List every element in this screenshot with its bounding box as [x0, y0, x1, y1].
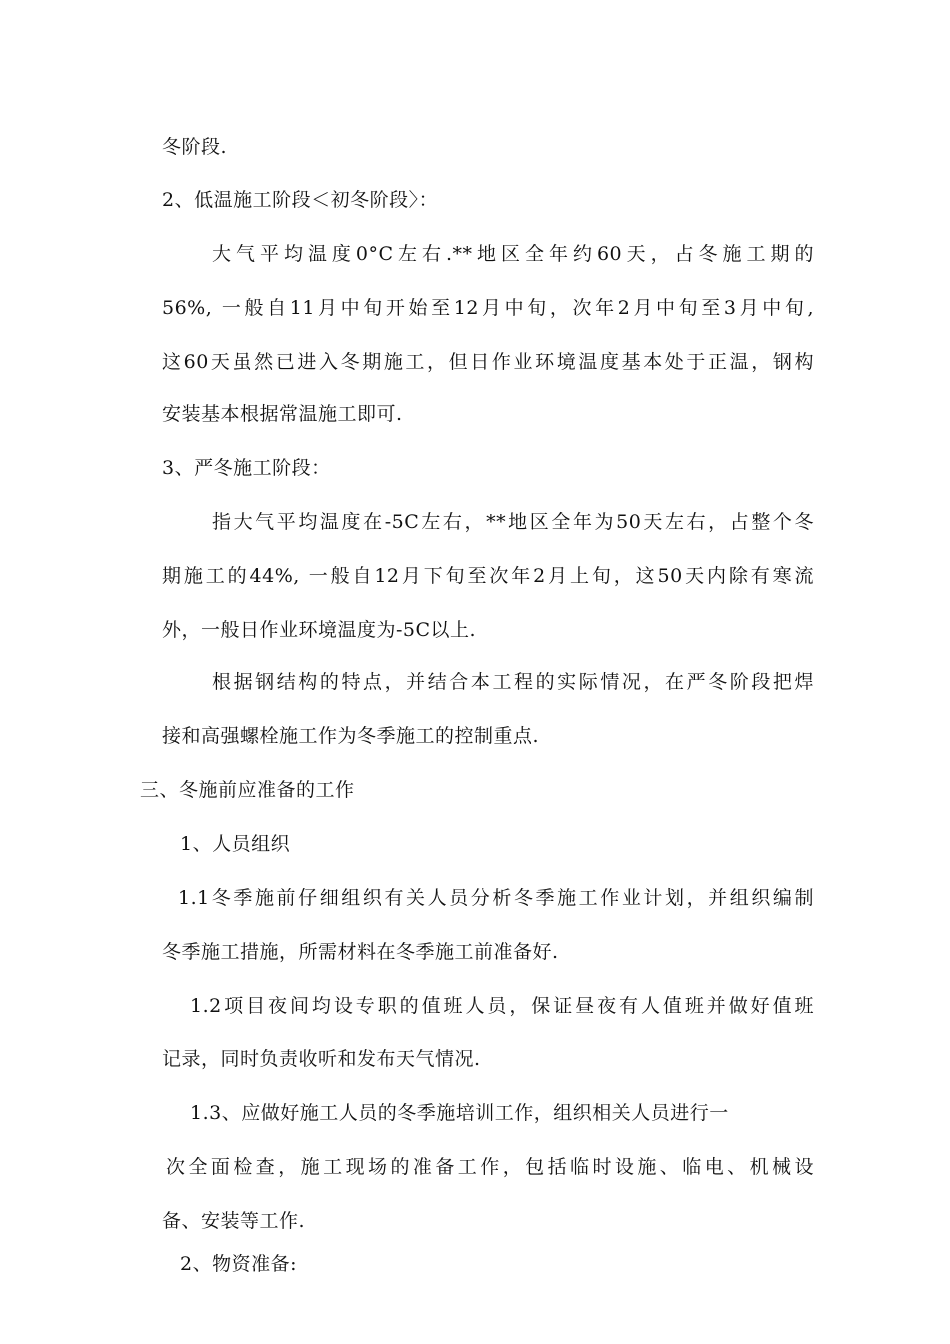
text-line: 1.2项目夜间均设专职的值班人员，保证昼夜有人值班并做好值班: [190, 995, 814, 1017]
text-line: 期施工的44%, 一般自12月下旬至次年2月上旬，这50天内除有寒流: [162, 565, 814, 587]
text-line: 接和高强螺栓施工作为冬季施工的控制重点.: [162, 725, 540, 747]
text-line: 指大气平均温度在-5C左右，**地区全年为50天左右，占整个冬: [212, 511, 814, 533]
chapter-heading: 三、冬施前应准备的工作: [140, 779, 355, 801]
text-line: 这60天虽然已进入冬期施工，但日作业环境温度基本处于正温，钢构: [162, 351, 814, 373]
text-line: 外，一般日作业环境温度为-5C以上.: [162, 619, 477, 641]
text-line: 大气平均温度0°C左右.**地区全年约60天，占冬施工期的: [212, 243, 814, 265]
text-line: 1.1冬季施前仔细组织有关人员分析冬季施工作业计划，并组织编制: [178, 887, 814, 909]
text-line: 安装基本根据常温施工即可.: [162, 403, 403, 425]
text-line: 次全面检查，施工现场的准备工作，包括临时设施、临电、机械设: [166, 1156, 814, 1178]
text-line: 冬季施工措施，所需材料在冬季施工前准备好.: [162, 941, 559, 963]
text-line: 冬阶段.: [162, 136, 228, 158]
section-heading: 2、低温施工阶段＜初冬阶段〉：: [162, 189, 439, 211]
section-heading: 2、物资准备:: [180, 1253, 297, 1275]
text-line: 记录，同时负责收听和发布天气情况.: [162, 1048, 481, 1070]
text-line: 1.3、应做好施工人员的冬季施培训工作，组织相关人员进行一: [190, 1102, 729, 1124]
text-line: 56%, 一般自11月中旬开始至12月中旬，次年2月中旬至3月中旬,: [162, 297, 814, 319]
section-heading: 1、人员组织: [180, 833, 291, 855]
section-heading: 3、严冬施工阶段：: [162, 457, 331, 479]
text-line: 根据钢结构的特点，并结合本工程的实际情况，在严冬阶段把焊: [212, 671, 814, 693]
text-line: 备、安装等工作.: [162, 1210, 306, 1232]
